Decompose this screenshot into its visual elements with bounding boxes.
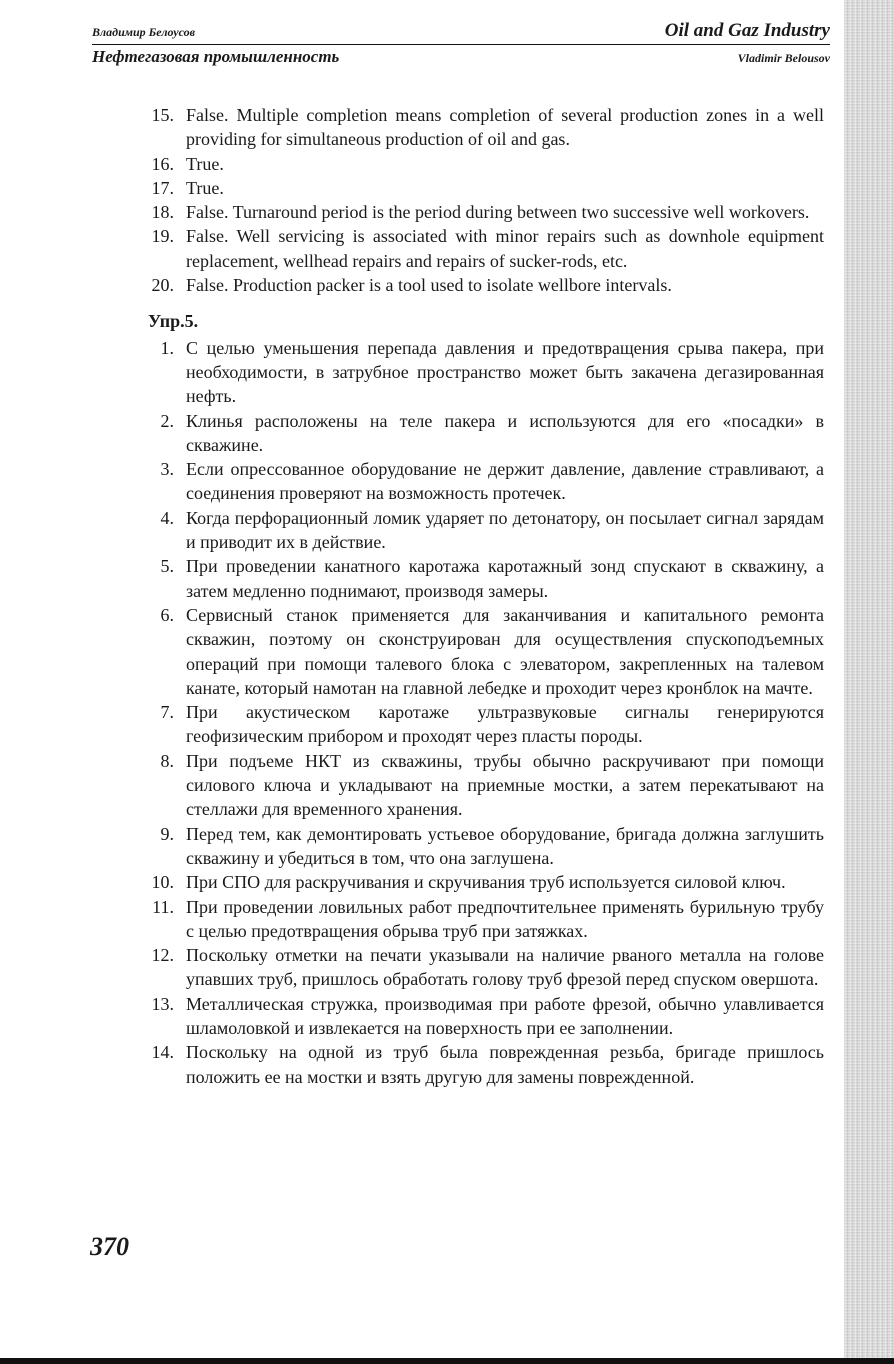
item-text: Если опрессованное оборудование не держит давление, давление стравливают, а соединения проверяют на возможность протечек. (186, 459, 824, 504)
item-number: 18. (151, 202, 174, 223)
list-item (128, 822, 824, 871)
item-text: При подъеме НКТ из скважины, трубы обычно раскручивают при помощи силового ключа и укладывают на приемные мостки, а затем перекатывают на стеллажи для временного хранения. (186, 750, 824, 820)
item-text: False. Turnaround period is the period during between two successive well workovers. (186, 202, 810, 223)
list-item (128, 895, 824, 944)
item-text: Поскольку отметки на печати указывали на наличие рваного металла на голове упавших труб, пришлось обработать голову труб фрезой перед спуском овершота. (186, 945, 824, 990)
header-rule (92, 44, 830, 45)
item-text: Перед тем, как демонтировать устьевое оборудование, бригада должна заглушить скважину и убедиться в том, что она заглушена. (186, 823, 824, 868)
header-author-ru: Владимир Белоусов (92, 25, 195, 39)
item-number: 17. (151, 177, 174, 198)
list-item (128, 409, 824, 458)
item-number: 13. (151, 993, 174, 1014)
list-item (128, 224, 824, 273)
item-number: 1. (160, 337, 174, 358)
exercise-title: Упр.5. (148, 311, 199, 332)
item-number: 4. (160, 507, 174, 528)
item-text: True. (186, 177, 224, 198)
item-number: 3. (160, 459, 174, 480)
exercise-list (128, 336, 824, 1089)
scan-bottom-border (0, 1358, 894, 1364)
item-number: 11. (152, 896, 174, 917)
list-item (128, 870, 824, 894)
item-number: 7. (160, 702, 174, 723)
scanned-page-edge (844, 0, 894, 1364)
item-number: 9. (160, 823, 174, 844)
item-number: 2. (160, 410, 174, 431)
item-number: 19. (151, 226, 174, 247)
list-item (128, 336, 824, 409)
list-item (128, 554, 824, 603)
item-number: 14. (151, 1042, 174, 1063)
header-bottom-row (92, 47, 830, 67)
item-number: 8. (160, 750, 174, 771)
list-item (128, 1040, 824, 1089)
list-item (128, 749, 824, 822)
list-item (128, 176, 824, 200)
item-number: 10. (151, 872, 174, 893)
list-item (128, 700, 824, 749)
page-number: 370 (90, 1232, 129, 1261)
item-text: False. Multiple completion means completion of several production zones in a well providing for simultaneous production of oil and gas. (186, 105, 824, 150)
header-author-en: Vladimir Belousov (737, 51, 830, 65)
list-item (128, 200, 824, 224)
item-text: False. Production packer is a tool used to isolate wellbore intervals. (186, 275, 672, 296)
answers-list-en (128, 103, 824, 297)
item-number: 20. (151, 275, 174, 296)
list-item (128, 103, 824, 152)
item-number: 12. (151, 945, 174, 966)
item-text: При проведении ловильных работ предпочтительнее применять бурильную трубу с целью предотвращения обрыва труб при затяжках. (186, 896, 824, 941)
item-number: 15. (151, 105, 174, 125)
running-header (92, 20, 830, 67)
item-text: False. Well servicing is associated with minor repairs such as downhole equipment replacement, wellhead repairs and repairs of sucker-rods, etc. (186, 226, 824, 271)
item-text: True. (186, 153, 224, 174)
item-number: 6. (160, 604, 174, 625)
item-text: При акустическом каротаже ультразвуковые сигналы генерируются геофизическим прибором и проходят через пласты породы. (186, 702, 824, 747)
item-text: При проведении канатного каротажа каротажный зонд спускают в скважину, а затем медленно поднимают, производя замеры. (186, 556, 824, 601)
item-text: Металлическая стружка, производимая при работе фрезой, обычно улавливается шламоловкой и извлекается на поверхность при ее заполнении. (186, 993, 824, 1038)
list-item (128, 992, 824, 1041)
list-item (128, 506, 824, 555)
list-item (128, 603, 824, 700)
item-text: Поскольку на одной из труб была поврежденная резьба, бригаде пришлось положить ее на мостки и взять другую для замены поврежденной. (186, 1042, 824, 1087)
header-title-en: Oil and Gaz Industry (664, 20, 830, 41)
header-title-ru: Нефтегазовая промышленность (92, 47, 340, 66)
item-number: 5. (160, 556, 174, 577)
item-text: Клинья расположены на теле пакера и используются для его «посадки» в скважине. (186, 410, 824, 455)
item-number: 16. (151, 153, 174, 174)
page-body (128, 103, 824, 1089)
list-item (128, 457, 824, 506)
list-item (128, 943, 824, 992)
list-item (128, 273, 824, 297)
item-text: Когда перфорационный ломик ударяет по детонатору, он посылает сигнал зарядам и приводит их в действие. (186, 507, 824, 553)
item-text: При СПО для раскручивания и скручивания труб используется силовой ключ. (186, 872, 786, 893)
header-top-row (92, 20, 830, 42)
item-text: С целью уменьшения перепада давления и предотвращения срыва пакера, при необходимости, в затрубное пространство может быть закачена дегазированная нефть. (186, 337, 824, 407)
list-item (128, 152, 824, 176)
item-text: Сервисный станок применяется для заканчивания и капитального ремонта скважин, поэтому он сконструирован для осуществления спускоподъемных операций при помощи талевого блока с элеватором, закрепленных на талевом канате, который намотан на главной лебедке и проходит через кронблок на мачте. (186, 604, 824, 698)
